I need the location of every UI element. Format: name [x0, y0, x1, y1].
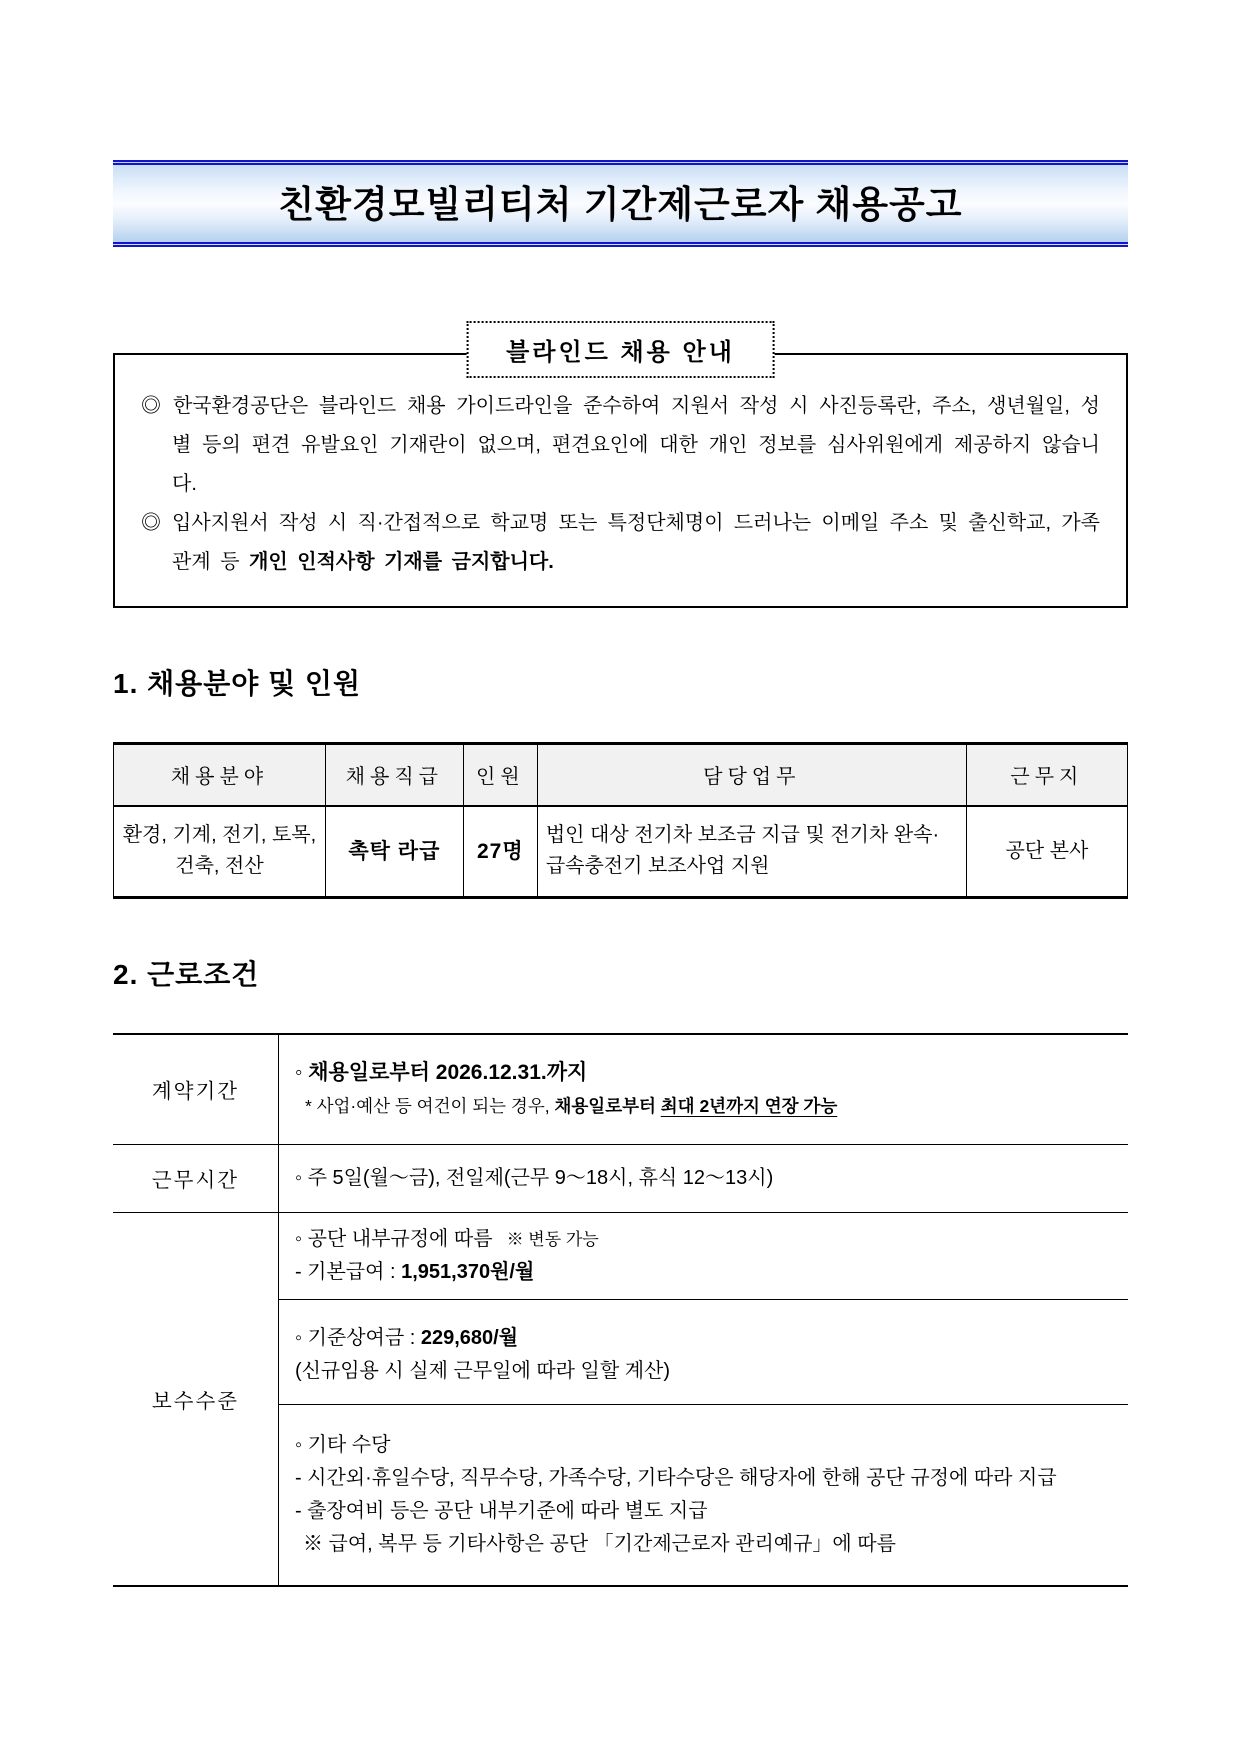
contract-period-line: ◦ 채용일로부터 2026.12.31.까지 — [294, 1060, 588, 1084]
pay-base-line2 — [295, 1256, 1118, 1289]
pay-bonus-block — [279, 1299, 1128, 1404]
cell-grade: 촉탁 라급 — [325, 806, 463, 898]
pay-bonus-line2: (신규임용 시 실제 근무일에 따라 일할 계산) — [294, 1359, 671, 1382]
working-hours-line: ◦ 주 5일(월～금), 전일제(근무 9～18시, 휴식 12～13시) — [294, 1166, 774, 1189]
recruitment-table — [113, 742, 1128, 899]
blind-notice-box — [113, 339, 1128, 608]
pay-base-salary-label: - 기본급여 : — [294, 1260, 402, 1283]
working-conditions-table — [113, 1033, 1128, 1587]
header-grade: 채용직급 — [325, 744, 463, 806]
blind-notice-section — [113, 339, 1128, 608]
blind-notice-paragraph-1: ◎ 한국환경공단은 블라인드 채용 가이드라인을 준수하여 지원서 작성 시 사진등록란, 주소, 생년월일, 성별 등의 편견 유발요인 기재란이 없으며, 편견요인에 대한 개인 정보를 심사위원에게 제공하지 않습니다. — [141, 395, 1100, 495]
document-page — [113, 0, 1128, 1587]
pay-level-row — [113, 1212, 1128, 1586]
pay-base-change-note: ※ 변동 가능 — [506, 1229, 599, 1249]
header-headcount: 인원 — [463, 744, 537, 806]
cell-field: 환경, 기계, 전기, 토목, 건축, 전산 — [114, 806, 326, 898]
contract-period-label: 계약기간 — [113, 1034, 278, 1144]
pay-base-block — [279, 1213, 1128, 1299]
recruitment-table-header — [114, 744, 1128, 806]
pay-extra-line2: - 시간외·휴일수당, 직무수당, 가족수당, 기타수당은 해당자에 한해 공단 규정에 따라 지급 — [294, 1466, 1057, 1489]
table-row — [114, 806, 1128, 898]
pay-base-salary-value: 1,951,370원/월 — [401, 1260, 535, 1283]
pay-extra-line3: - 출장여비 등은 공단 내부기준에 따라 별도 지급 — [294, 1499, 708, 1522]
cell-workplace: 공단 본사 — [966, 806, 1127, 898]
blind-notice-paragraph-2 — [141, 504, 1100, 582]
pay-bonus-label: ◦ 기준상여금 : — [294, 1326, 421, 1349]
contract-note-text: * 사업·예산 등 여건이 되는 경우, — [304, 1095, 555, 1116]
pay-base-line1 — [295, 1223, 1118, 1256]
cell-headcount: 27명 — [463, 806, 537, 898]
contract-period-row — [113, 1034, 1128, 1144]
pay-base-rule: ◦ 공단 내부규정에 따름 — [294, 1227, 493, 1250]
pay-bonus-line1 — [295, 1322, 1118, 1355]
document-title: 친환경모빌리티처 기간제근로자 채용공고 — [278, 184, 963, 225]
contract-period-note — [295, 1089, 1118, 1123]
working-hours-label: 근무시간 — [113, 1144, 278, 1212]
section1-heading: 1. 채용분야 및 인원 — [113, 668, 362, 699]
pay-bonus-value: 229,680/월 — [420, 1326, 519, 1349]
section2-heading: 2. 근로조건 — [113, 959, 260, 990]
blind-notice-paragraph-2-emphasis: 개인 인적사항 기재를 금지합니다. — [249, 551, 554, 573]
pay-extra-block — [279, 1404, 1128, 1585]
header-field: 채용분야 — [114, 744, 326, 806]
contract-period-content — [278, 1034, 1128, 1144]
pay-extra-line4: ※ 급여, 복무 등 기타사항은 공단 「기간제근로자 관리예규」에 따름 — [302, 1532, 896, 1555]
title-banner — [113, 160, 1128, 247]
pay-level-content — [278, 1212, 1128, 1586]
cell-duty: 법인 대상 전기차 보조금 지급 및 전기차 완속·급속충전기 보조사업 지원 — [537, 806, 966, 898]
pay-level-label: 보수수준 — [113, 1212, 278, 1586]
blind-notice-box-title: 블라인드 채용 안내 — [466, 321, 775, 378]
blind-notice-paragraph-2-text: ◎ 입사지원서 작성 시 직·간접적으로 학교명 또는 특정단체명이 드러나는 이메일 주소 및 출신학교, 가족관계 등 — [141, 512, 1100, 573]
working-hours-row — [113, 1144, 1128, 1212]
contract-note-bold: 채용일로부터 — [554, 1095, 661, 1116]
header-duty: 담당업무 — [537, 744, 966, 806]
header-workplace: 근무지 — [966, 744, 1127, 806]
table-header-row — [114, 744, 1128, 806]
contract-note-underlined: 최대 2년까지 연장 가능 — [660, 1095, 838, 1116]
working-hours-content — [278, 1144, 1128, 1212]
pay-extra-line1: ◦ 기타 수당 — [294, 1433, 391, 1456]
